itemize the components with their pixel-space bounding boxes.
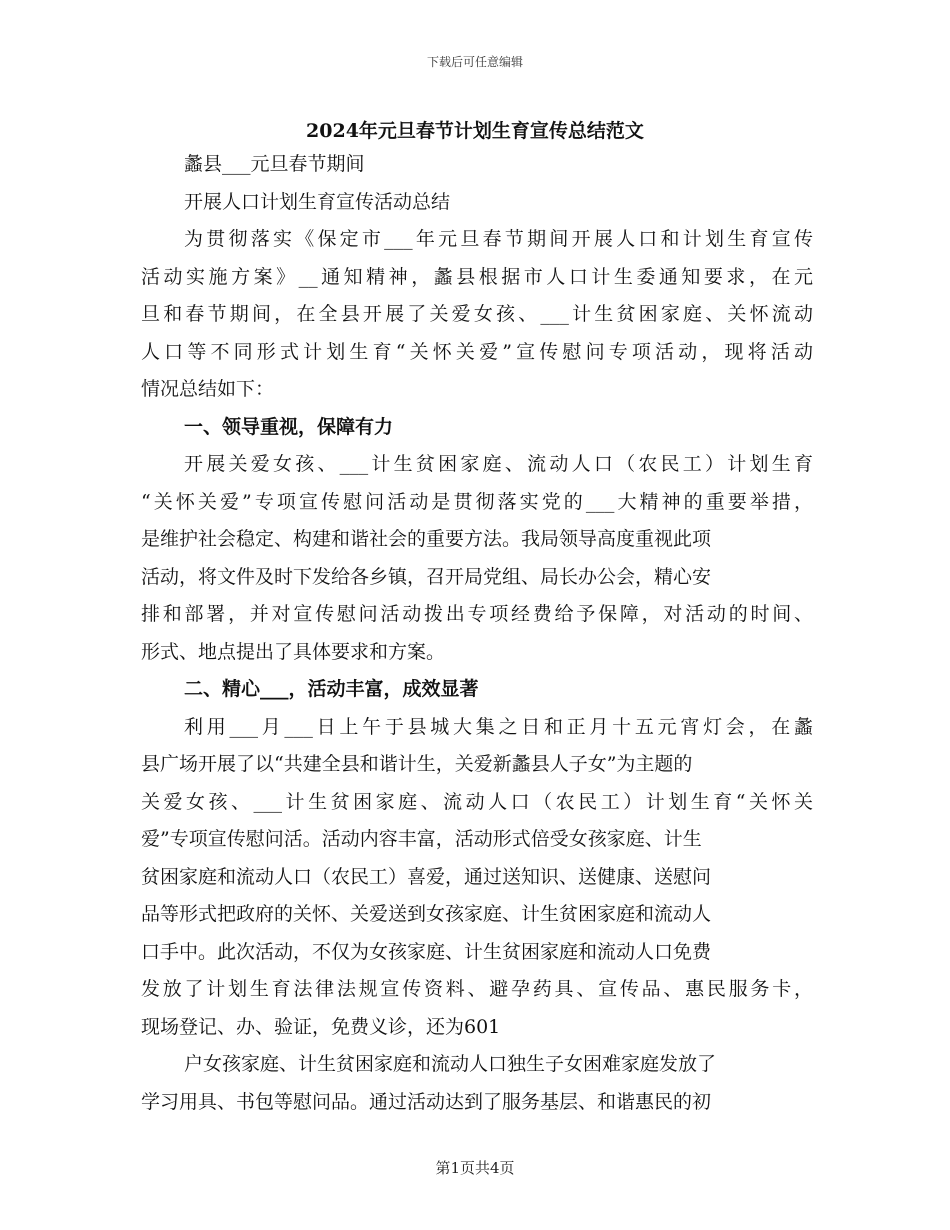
text-line: 开展关爱女孩、___计生贫困家庭、流动人口（农民工）计划生育 [184,453,813,475]
text-line: 爱”专项宣传慰问活。活动内容丰富，活动形式倍受女孩家庭、计生 [141,828,702,850]
text-line: 发放了计划生育法律法规宣传资料、避孕药具、宣传品、惠民服务卡， [141,978,813,1000]
section-heading: 二、精心___，活动丰富，成效显著 [184,678,479,700]
text-line: 活动，将文件及时下发给各乡镇，召开局党组、局长办公会，精心安 [141,565,712,588]
page-header: 下载后可任意编辑 [426,55,523,69]
text-line: 旦和春节期间，在全县开展了关爱女孩、___计生贫困家庭、关怀流动 [141,303,813,325]
text-line: 为贯彻落实《保定市___年元旦春节期间开展人口和计划生育宣传 [184,228,813,250]
text-line: 蠡县___元旦春节期间 [184,153,365,175]
text-line: 排和部署，并对宣传慰问活动拨出专项经费给予保障，对活动的时间、 [141,603,813,625]
text-line: 人口等不同形式计划生育“关怀关爱”宣传慰问专项活动，现将活动 [141,340,813,363]
text-line: 利用___月___日上午于县城大集之日和正月十五元宵灯会，在蠡 [184,715,813,738]
text-line: 学习用具、书包等慰问品。通过活动达到了服务基层、和谐惠民的初 [141,1090,712,1113]
text-line: 口手中。此次活动，不仅为女孩家庭、计生贫困家庭和流动人口免费 [141,940,712,963]
text-line: 形式、地点提出了具体要求和方案。 [141,640,446,663]
text-line: 关爱女孩、___计生贫困家庭、流动人口（农民工）计划生育“关怀关 [141,790,813,813]
page-footer: 第1页共4页 [435,1159,515,1177]
text-line: 贫困家庭和流动人口（农民工）喜爱，通过送知识、送健康、送慰问 [141,865,712,888]
text-line: 县广场开展了以“共建全县和谐计生，关爱新蠡县人子女”为主题的 [141,753,693,775]
document-body [141,146,813,1121]
text-line: 现场登记、办、验证，免费义诊，还为601 [141,1015,501,1038]
text-line: 活动实施方案》__通知精神，蠡县根据市人口计生委通知要求，在元 [141,265,813,288]
text-line: 户女孩家庭、计生贫困家庭和流动人口独生子女困难家庭发放了 [184,1053,717,1075]
text-line: 开展人口计划生育宣传活动总结 [184,190,451,213]
text-line: 是维护社会稳定、构建和谐社会的重要方法。我局领导高度重视此项 [141,528,712,550]
text-line: 品等形式把政府的关怀、关爱送到女孩家庭、计生贫困家庭和流动人 [141,903,712,925]
document-title: 2024年元旦春节计划生育宣传总结范文 [306,120,644,142]
section-heading: 一、领导重视，保障有力 [184,415,394,438]
text-line: “关怀关爱”专项宣传慰问活动是贯彻落实党的___大精神的重要举措， [141,490,813,513]
text-line: 情况总结如下： [141,378,275,400]
